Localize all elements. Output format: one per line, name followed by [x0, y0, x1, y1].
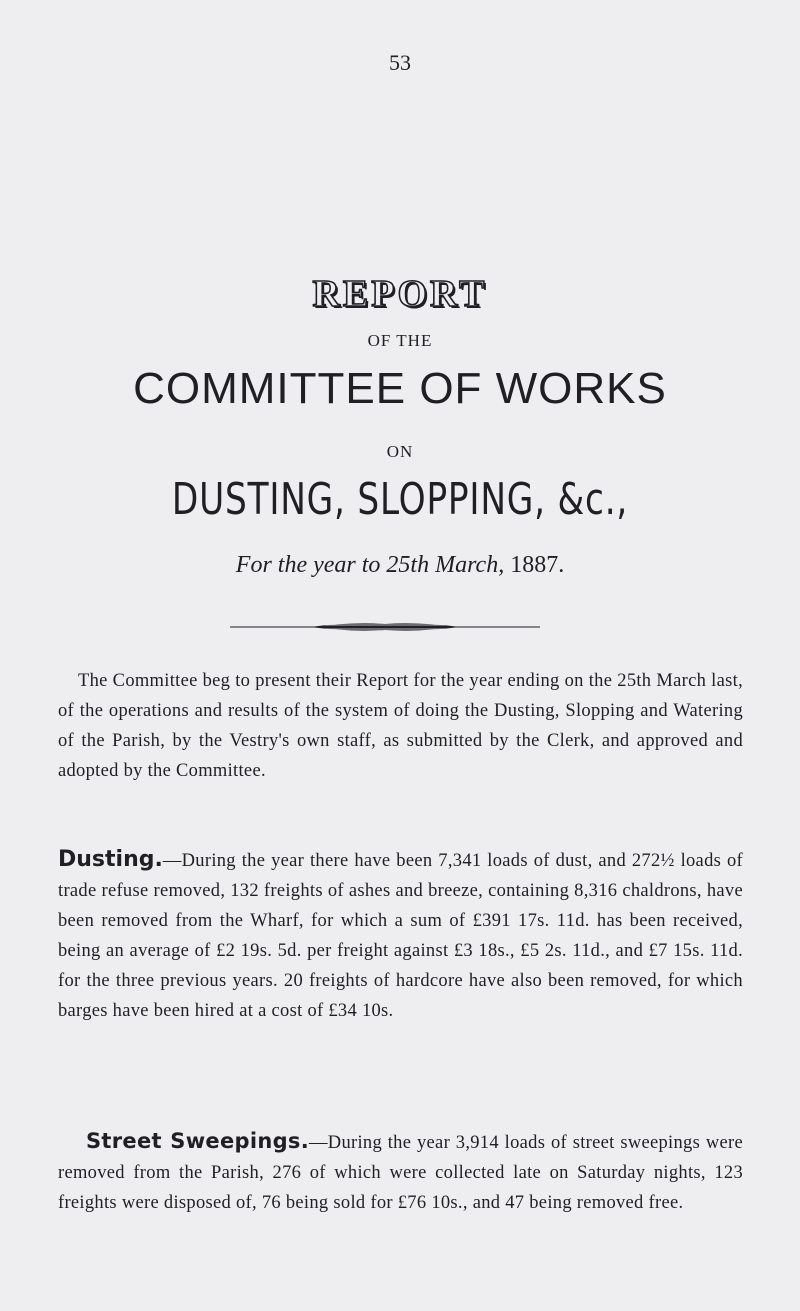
report-title: REPORT — [312, 273, 488, 315]
street-sweepings-paragraph — [58, 1126, 743, 1218]
dusting-heading: Dusting. — [58, 847, 163, 872]
intro-paragraph: The Committee beg to present their Report for the year ending on the 25th March last, of the operations and results of the system of doing the Dusting, Slopping and Watering of the Parish, by the Vestry's own staff, as submitted by the Clerk, and approved and adopted by the Committee. — [58, 671, 743, 781]
ornamental-divider — [230, 620, 540, 634]
year-line — [0, 552, 800, 579]
page-number: 53 — [389, 50, 411, 75]
year-line-year: 1887. — [510, 552, 565, 578]
street-sweepings-body: —During the year 3,914 loads of street sweepings were removed from the Parish, 276 of which were collected late on Saturday nights, 123 freights were disposed of, 76 being sold for £76 10s., and 47 being removed free. — [58, 1133, 743, 1213]
on-label: ON — [386, 442, 414, 461]
of-the-label: OF THE — [367, 331, 433, 350]
subject-heading: DUSTING, SLOPPING, &c., — [171, 474, 629, 525]
committee-heading: COMMITTEE OF WORKS — [133, 364, 667, 413]
dusting-body: —During the year there have been 7,341 loads of dust, and 272½ loads of trade refuse removed, 132 freights of ashes and breeze, containing 8,316 chaldrons, have been removed from the Wharf, for which a sum of £391 17s. 11d. has been received, being an average of £2 19s. 5d. per freight against £3 18s., £5 2s. 11d., and £7 15s. 11d. for the three previous years. 20 freights of hardcore have also been removed, for which barges have been hired at a cost of £34 10s. — [58, 851, 743, 1021]
year-line-italic: For the year to 25th March, — [235, 552, 505, 578]
street-sweepings-heading: Street Sweepings. — [86, 1129, 309, 1153]
dusting-paragraph — [58, 845, 743, 1026]
